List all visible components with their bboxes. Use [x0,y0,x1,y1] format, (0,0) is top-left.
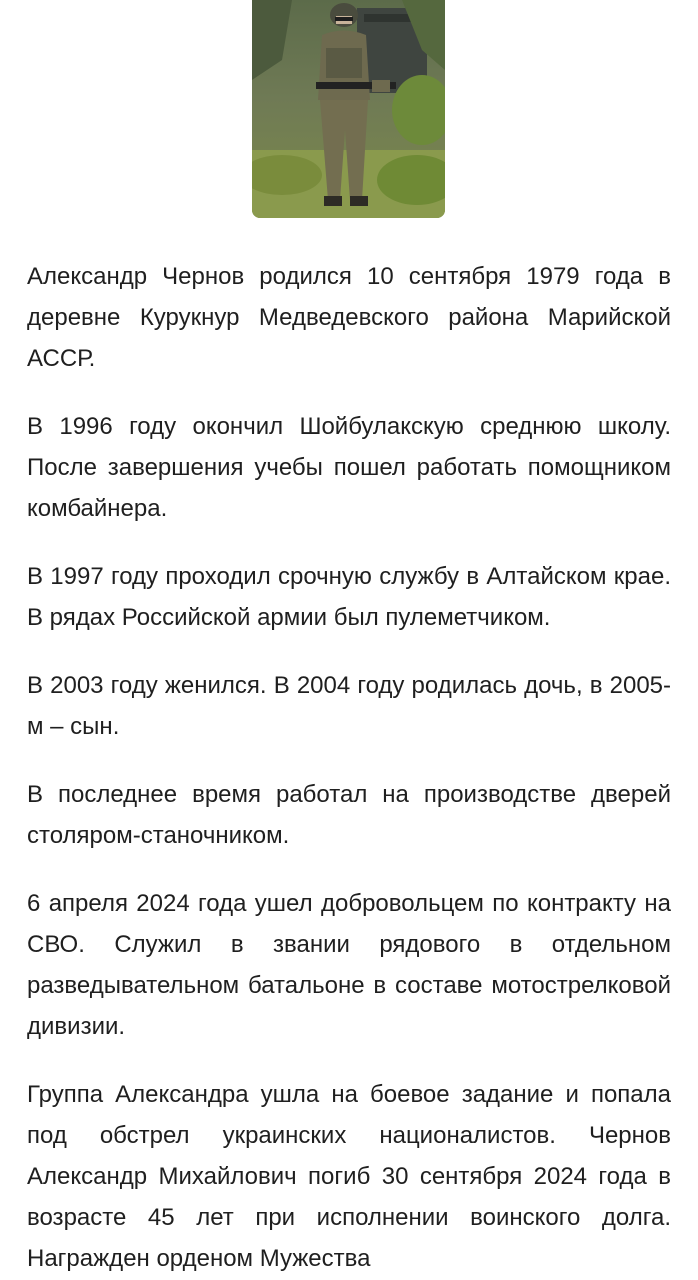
article-paragraph-death: Группа Александра ушла на боевое задание и попала под обстрел украинских националистов. Чернов Александр Михайлович погиб 30 сентября 2024 года в возрасте 45 лет при исполнении воинского долга. Награжден орденом Мужества [27,1081,671,1272]
article-paragraph-birth: Александр Чернов родился 10 сентября 1979 года в деревне Курукнур Медведевского района Марийской АССР. [27,263,671,372]
soldier-photo[interactable] [252,0,445,218]
article-paragraph-volunteer: 6 апреля 2024 года ушел добровольцем по контракту на СВО. Служил в звании рядового в отдельном разведывательном батальоне в составе мотострелковой дивизии. [27,890,671,1040]
article-body [27,256,671,1280]
article-paragraph-work: В последнее время работал на производстве дверей столяром-станочником. [27,781,671,849]
article-paragraph-army: В 1997 году проходил срочную службу в Алтайском крае. В рядах Российской армии был пулеметчиком. [27,563,671,631]
article-paragraph-school: В 1996 году окончил Шойбулакскую среднюю школу. После завершения учебы пошел работать помощником комбайнера. [27,413,671,522]
article-paragraph-family: В 2003 году женился. В 2004 году родилась дочь, в 2005-м – сын. [27,672,671,740]
soldier-portrait-photo-icon [252,0,445,218]
